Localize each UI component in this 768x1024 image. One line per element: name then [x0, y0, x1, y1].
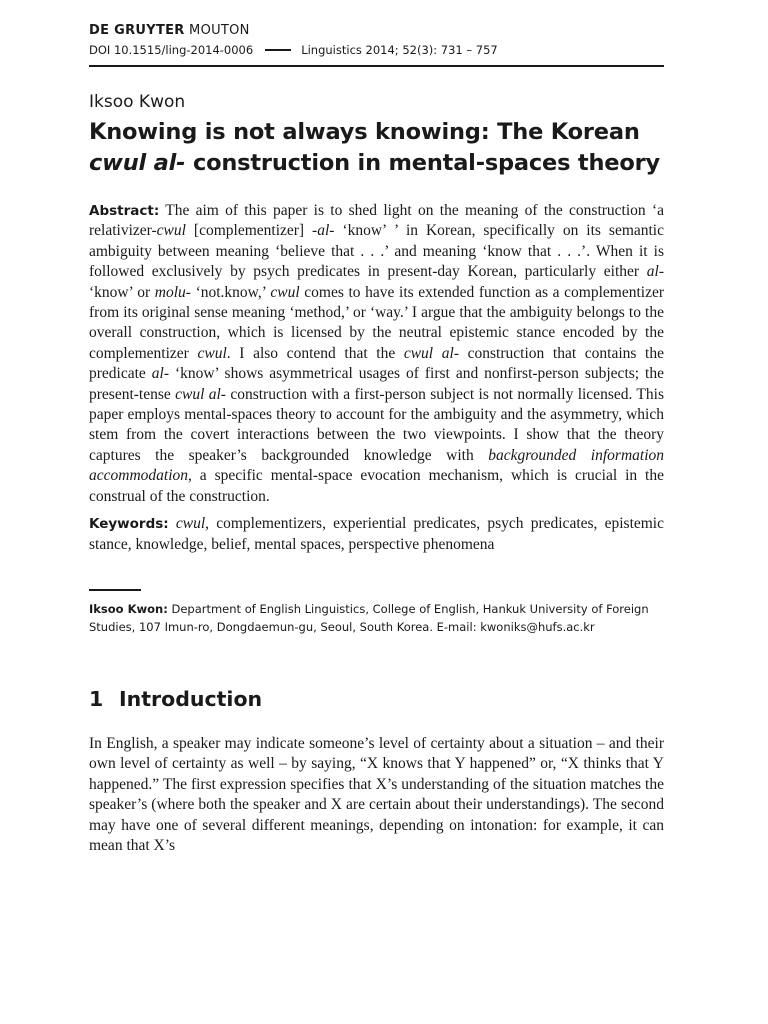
page	[89, 22, 664, 856]
abstract-text: [complementizer] -	[185, 222, 318, 240]
abstract-text: ‘not.know,’	[190, 283, 271, 301]
abstract-italic: cwul	[197, 344, 227, 362]
section-heading	[89, 686, 664, 712]
abstract-italic: molu-	[154, 283, 191, 301]
abstract-text: ‘know’ ’ in Korean, specifically on its semantic ambiguity between meaning ‘believe that . . .’ and meaning ‘know that . . .’. When it is followed exclusively by psych predicates in present-day Korean, particularly either	[89, 222, 664, 281]
section-title: Introduction	[119, 686, 263, 711]
keywords	[89, 514, 664, 555]
publisher-name	[89, 22, 664, 40]
abstract-text: The aim of this paper is to shed light on the meaning of the construction ‘a relativizer-	[89, 202, 664, 240]
keywords-label: Keywords:	[89, 516, 169, 533]
article-title	[89, 117, 664, 179]
author-affiliation	[89, 600, 664, 636]
publisher-rest: MOUTON	[189, 23, 250, 38]
abstract-italic: cwul	[270, 283, 300, 301]
abstract-italic: cwul al-	[175, 385, 226, 403]
publisher-bold: DE GRUYTER	[89, 23, 185, 38]
title-part-2: construction in mental-spaces theory	[185, 150, 660, 176]
abstract-italic: cwul	[156, 222, 186, 240]
abstract-text: ‘know’ shows asymmetrical usages of first and nonfirst-person subjects; the present-tense	[89, 365, 664, 403]
footnote-rule	[89, 589, 141, 591]
doi-line	[89, 41, 664, 59]
keyword-italic: cwul	[175, 515, 206, 533]
author-name: Iksoo Kwon	[89, 92, 186, 112]
abstract-text: ‘know’ or	[89, 283, 155, 301]
journal-citation: Linguistics 2014; 52(3): 731 – 757	[301, 43, 498, 57]
abstract-italic: al-	[646, 263, 664, 281]
doi: DOI 10.1515/ling-2014-0006	[89, 43, 254, 57]
section-number: 1	[89, 686, 104, 711]
affiliation-name: Iksoo Kwon:	[89, 601, 168, 616]
abstract	[89, 201, 664, 507]
abstract-text: comes to have its extended function as a complementizer from its original sense meaning ‘method,’ or ‘way.’ I argue that the ambiguity belongs to the overall construction, which is licensed by the neutral epistemic stance encoded by the complementizer	[89, 283, 665, 362]
abstract-italic: al-	[317, 222, 335, 240]
intro-paragraph: In English, a speaker may indicate someone’s level of certainty about a situation – and their own level of certainty as well – by saying, “X knows that Y happened” or, “X thinks that Y happened.” The first expression specifies that X’s understanding of the situation matches the speaker’s (where both the speaker and X are certain about their understandings). The second may have one of several different meanings, depending on intonation: for example, it can mean that X’s	[89, 734, 664, 854]
doi-separator	[265, 49, 291, 51]
abstract-italic: cwul al-	[403, 344, 459, 362]
abstract-text: . I also contend that the	[226, 344, 404, 362]
abstract-italic: backgrounded information accommodation	[89, 446, 665, 485]
abstract-italic: al-	[151, 365, 169, 383]
abstract-label: Abstract:	[89, 203, 160, 219]
affiliation-text: Department of English Linguistics, College of English, Hankuk University of Foreign Studies, 107 Imun-ro, Dongdaemun-gu, Seoul, South Korea. E-mail: kwoniks@hufs.ac.kr	[89, 601, 649, 634]
header-rule	[89, 65, 664, 67]
keywords-text: , complementizers, experiential predicates, psych predicates, epistemic stance, knowledge, belief, mental spaces, perspective phenomena	[89, 515, 664, 553]
abstract-text: construction that contains the predicate	[89, 344, 664, 383]
title-part-1: Knowing is not always knowing: The Korean	[89, 119, 640, 145]
abstract-text: , a specific mental-space evocation mechanism, which is crucial in the construal of the construction.	[89, 467, 664, 505]
abstract-text: construction with a first-person subject is not normally licensed. This paper employs mental-spaces theory to account for the ambiguity and the asymmetry, which stem from the covert interactions between the two viewpoints. I show that the theory captures the speaker’s backgrounded knowledge with	[89, 385, 664, 464]
title-italic: cwul al-	[89, 150, 186, 176]
